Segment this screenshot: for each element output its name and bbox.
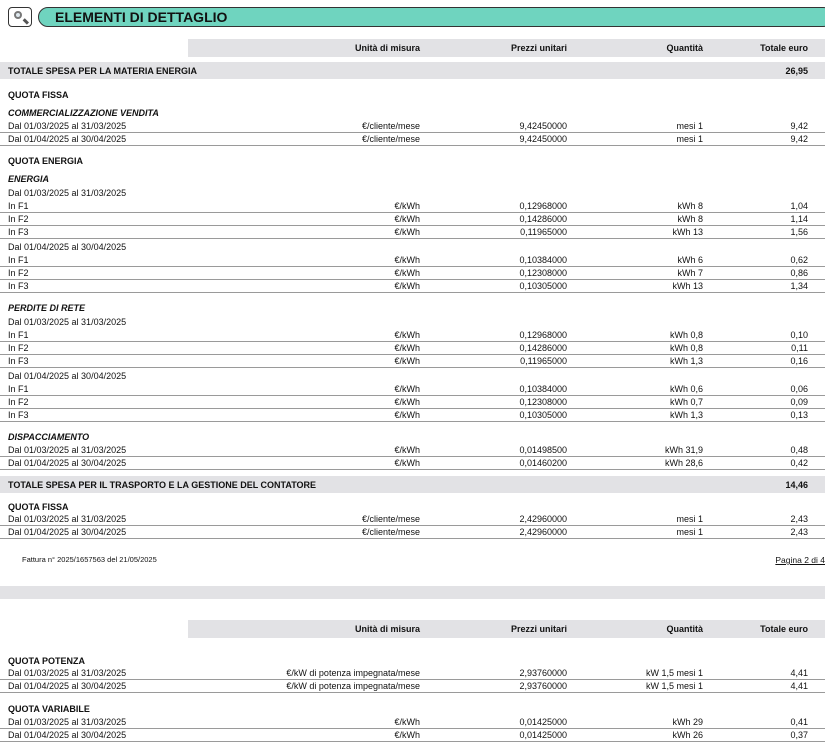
col-qty: Quantità	[666, 43, 703, 53]
page-separator	[0, 586, 825, 599]
total-materia-value: 26,95	[785, 66, 808, 76]
unit-cell: €/kWh	[394, 717, 420, 727]
perdite-subtitle: PERDITE DI RETE	[8, 303, 86, 313]
column-header	[188, 620, 825, 638]
quantity-cell: kWh 1,3	[669, 356, 703, 366]
section-title: ELEMENTI DI DETTAGLIO	[55, 9, 228, 25]
col-qty: Quantità	[666, 624, 703, 634]
total-cell: 0,11	[791, 343, 808, 353]
page-number: Pagina 2 di 4	[775, 555, 825, 565]
quantity-cell: kW 1,5 mesi 1	[645, 668, 703, 678]
section-title-banner	[38, 7, 825, 27]
total-materia-band	[0, 62, 825, 79]
total-cell: 0,41	[790, 717, 808, 727]
table-row	[0, 396, 825, 409]
table-row	[0, 716, 825, 729]
quantity-cell: kWh 13	[672, 281, 703, 291]
total-cell: 9,42	[790, 121, 808, 131]
table-row	[0, 133, 825, 146]
section-header	[0, 0, 825, 30]
magnifier-icon	[8, 7, 32, 27]
unit-cell: €/kWh	[394, 255, 420, 265]
table-row	[0, 254, 825, 267]
total-cell: 1,56	[790, 227, 808, 237]
total-cell: 0,86	[790, 268, 808, 278]
quota-fissa-trasporto-title: QUOTA FISSA	[8, 502, 69, 512]
row-label: In F3	[8, 227, 29, 237]
total-cell: 4,41	[790, 681, 808, 691]
total-cell: 0,62	[790, 255, 808, 265]
col-price: Prezzi unitari	[510, 624, 567, 634]
table-row	[0, 213, 825, 226]
table-row	[0, 680, 825, 693]
quantity-cell: mesi 1	[676, 121, 703, 131]
col-total: Totale euro	[760, 43, 808, 53]
price-cell: 0,12308000	[519, 397, 567, 407]
row-label: In F1	[8, 255, 29, 265]
price-cell: 2,93760000	[519, 681, 567, 691]
row-label: Dal 01/04/2025 al 30/04/2025	[8, 681, 127, 691]
quantity-cell: kWh 29	[672, 717, 703, 727]
quantity-cell: mesi 1	[676, 527, 703, 537]
total-cell: 0,48	[790, 445, 808, 455]
total-trasporto-label: TOTALE SPESA PER IL TRASPORTO E LA GESTIONE DEL CONTATORE	[8, 480, 317, 490]
col-price: Prezzi unitari	[510, 43, 567, 53]
row-label: Dal 01/03/2025 al 31/03/2025	[8, 514, 127, 524]
table-row	[0, 513, 825, 526]
row-label: In F2	[8, 343, 29, 353]
quantity-cell: kWh 0,6	[669, 384, 703, 394]
unit-cell: €/cliente/mese	[361, 134, 420, 144]
total-materia-label: TOTALE SPESA PER LA MATERIA ENERGIA	[8, 66, 198, 76]
quantity-cell: kWh 31,9	[664, 445, 703, 455]
quantity-cell: kWh 7	[677, 268, 703, 278]
table-row	[0, 457, 825, 470]
table-row	[0, 280, 825, 293]
price-cell: 0,01425000	[519, 730, 567, 740]
table-row	[0, 226, 825, 239]
total-cell: 0,37	[790, 730, 808, 740]
total-cell: 0,42	[790, 458, 808, 468]
price-cell: 0,14286000	[519, 214, 567, 224]
col-unit: Unità di misura	[354, 624, 420, 634]
price-cell: 0,10384000	[519, 384, 567, 394]
quantity-cell: kWh 0,8	[669, 330, 703, 340]
row-label: Dal 01/04/2025 al 30/04/2025	[8, 134, 127, 144]
period-label: Dal 01/03/2025 al 31/03/2025	[8, 188, 127, 198]
unit-cell: €/kWh	[394, 227, 420, 237]
price-cell: 0,10384000	[519, 255, 567, 265]
table-row	[0, 120, 825, 133]
unit-cell: €/kWh	[394, 214, 420, 224]
unit-cell: €/kWh	[394, 397, 420, 407]
row-label: In F2	[8, 397, 29, 407]
col-unit: Unità di misura	[354, 43, 420, 53]
table-row	[0, 526, 825, 539]
quota-variabile-title: QUOTA VARIABILE	[8, 704, 90, 714]
table-row	[0, 200, 825, 213]
row-label: Dal 01/04/2025 al 30/04/2025	[8, 458, 127, 468]
quantity-cell: kW 1,5 mesi 1	[645, 681, 703, 691]
price-cell: 0,01425000	[519, 717, 567, 727]
price-cell: 0,12308000	[519, 268, 567, 278]
unit-cell: €/kWh	[394, 281, 420, 291]
row-label: In F1	[8, 384, 29, 394]
price-cell: 9,42450000	[519, 121, 567, 131]
unit-cell: €/cliente/mese	[361, 121, 420, 131]
total-cell: 1,14	[790, 214, 808, 224]
col-total: Totale euro	[760, 624, 808, 634]
row-label: Dal 01/04/2025 al 30/04/2025	[8, 730, 127, 740]
price-cell: 2,42960000	[519, 514, 567, 524]
quantity-cell: kWh 0,7	[669, 397, 703, 407]
period-label: Dal 01/04/2025 al 30/04/2025	[8, 371, 127, 381]
row-label: In F2	[8, 268, 29, 278]
total-cell: 0,13	[790, 410, 808, 420]
total-cell: 2,43	[790, 527, 808, 537]
energia-subtitle: ENERGIA	[8, 174, 50, 184]
total-cell: 0,06	[790, 384, 808, 394]
unit-cell: €/kWh	[394, 384, 420, 394]
unit-cell: €/kWh	[394, 330, 420, 340]
table-row	[0, 267, 825, 280]
row-label: In F3	[8, 281, 29, 291]
unit-cell: €/kW di potenza impegnata/mese	[286, 681, 420, 691]
row-label: Dal 01/03/2025 al 31/03/2025	[8, 445, 127, 455]
quantity-cell: kWh 6	[677, 255, 703, 265]
price-cell: 0,11965000	[520, 227, 567, 237]
unit-cell: €/kW di potenza impegnata/mese	[286, 668, 420, 678]
quota-energia-title: QUOTA ENERGIA	[8, 156, 84, 166]
table-row	[0, 409, 825, 422]
unit-cell: €/kWh	[394, 356, 420, 366]
row-label: Dal 01/04/2025 al 30/04/2025	[8, 527, 127, 537]
table-row	[0, 667, 825, 680]
unit-cell: €/kWh	[394, 730, 420, 740]
quota-potenza-title: QUOTA POTENZA	[8, 656, 85, 666]
total-trasporto-band	[0, 476, 825, 493]
price-cell: 0,01498500	[519, 445, 567, 455]
dispacciamento-subtitle: DISPACCIAMENTO	[8, 432, 90, 442]
row-label: Dal 01/03/2025 al 31/03/2025	[8, 717, 127, 727]
period-label: Dal 01/04/2025 al 30/04/2025	[8, 242, 127, 252]
unit-cell: €/cliente/mese	[361, 527, 420, 537]
total-cell: 2,43	[790, 514, 808, 524]
price-cell: 9,42450000	[519, 134, 567, 144]
quantity-cell: kWh 8	[677, 214, 703, 224]
table-row	[0, 342, 825, 355]
price-cell: 0,01460200	[519, 458, 567, 468]
quota-fissa-title: QUOTA FISSA	[8, 90, 69, 100]
price-cell: 0,10305000	[519, 281, 567, 291]
unit-cell: €/kWh	[394, 458, 420, 468]
row-label: In F2	[8, 214, 29, 224]
price-cell: 2,93760000	[519, 668, 567, 678]
row-label: Dal 01/03/2025 al 31/03/2025	[8, 668, 127, 678]
quantity-cell: kWh 26	[672, 730, 703, 740]
unit-cell: €/kWh	[394, 201, 420, 211]
total-cell: 0,09	[790, 397, 808, 407]
commercializzazione-subtitle: COMMERCIALIZZAZIONE VENDITA	[8, 108, 159, 118]
column-header	[188, 39, 825, 57]
total-cell: 1,04	[790, 201, 808, 211]
quantity-cell: mesi 1	[676, 134, 703, 144]
total-cell: 9,42	[790, 134, 808, 144]
quantity-cell: kWh 28,6	[664, 458, 703, 468]
unit-cell: €/kWh	[394, 268, 420, 278]
price-cell: 2,42960000	[519, 527, 567, 537]
table-row	[0, 729, 825, 742]
table-row	[0, 383, 825, 396]
quantity-cell: kWh 0,8	[669, 343, 703, 353]
quantity-cell: kWh 13	[672, 227, 703, 237]
total-cell: 0,10	[790, 330, 808, 340]
unit-cell: €/kWh	[394, 343, 420, 353]
row-label: Dal 01/03/2025 al 31/03/2025	[8, 121, 127, 131]
unit-cell: €/cliente/mese	[361, 514, 420, 524]
table-row	[0, 355, 825, 368]
period-label: Dal 01/03/2025 al 31/03/2025	[8, 317, 127, 327]
price-cell: 0,12968000	[519, 330, 567, 340]
total-cell: 0,16	[790, 356, 808, 366]
row-label: In F3	[8, 410, 29, 420]
invoice-reference: Fattura n° 2025/1657563 del 21/05/2025	[22, 555, 157, 564]
total-trasporto-value: 14,46	[785, 480, 808, 490]
row-label: In F1	[8, 330, 29, 340]
row-label: In F3	[8, 356, 29, 366]
price-cell: 0,10305000	[519, 410, 567, 420]
table-row	[0, 329, 825, 342]
unit-cell: €/kWh	[394, 445, 420, 455]
table-row	[0, 444, 825, 457]
quantity-cell: kWh 8	[677, 201, 703, 211]
row-label: In F1	[8, 201, 29, 211]
unit-cell: €/kWh	[394, 410, 420, 420]
total-cell: 1,34	[790, 281, 808, 291]
total-cell: 4,41	[790, 668, 808, 678]
price-cell: 0,14286000	[519, 343, 567, 353]
quantity-cell: kWh 1,3	[669, 410, 703, 420]
price-cell: 0,11965000	[520, 356, 567, 366]
quantity-cell: mesi 1	[676, 514, 703, 524]
price-cell: 0,12968000	[519, 201, 567, 211]
